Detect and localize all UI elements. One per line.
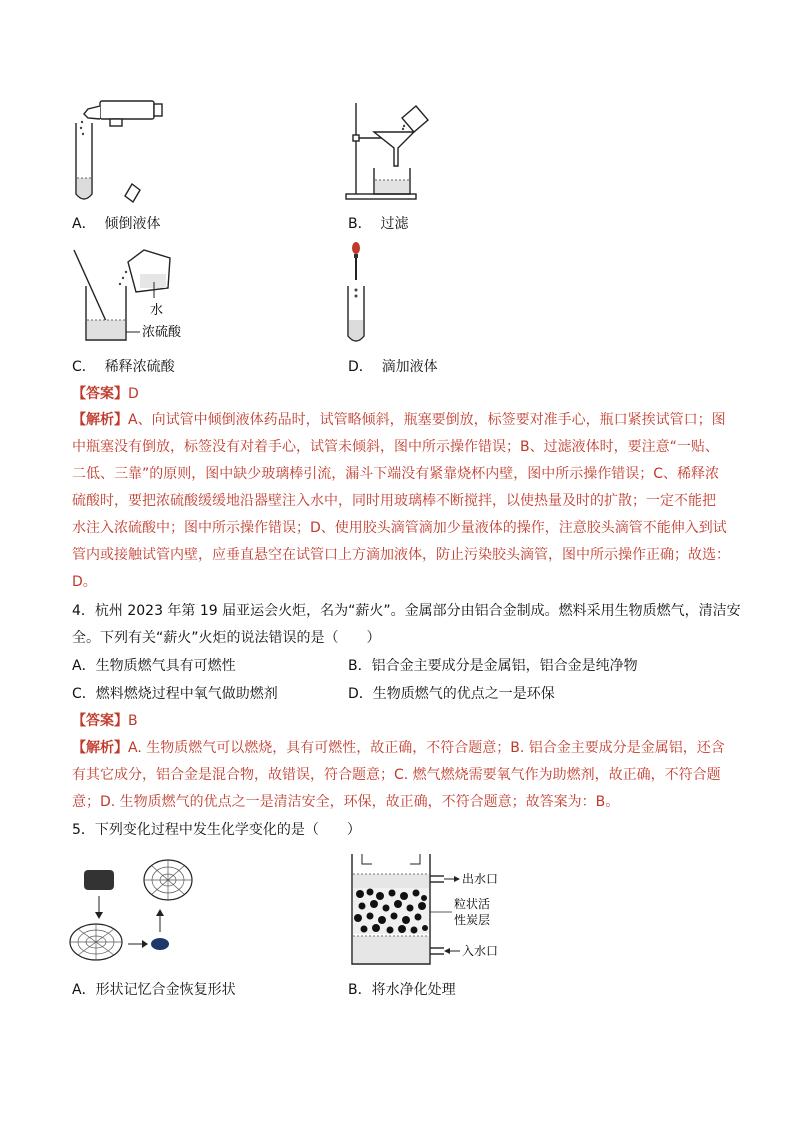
q3-analysis-line: 水注入浓硫酸中；图中所示操作错误；D、使用胶头滴管滴加少量液体的操作，注意胶头滴管不能伸入到试: [72, 520, 727, 536]
q4-option-a: A．生物质燃气具有可燃性: [72, 658, 236, 674]
q5-option-b: B．将水净化处理: [348, 982, 456, 998]
option-d: D． 滴加液体: [348, 359, 438, 375]
q4-answer: 【答案】B: [72, 713, 138, 729]
q3-analysis-line: 二低、三靠”的原则，图中缺少玻璃棒引流，漏斗下端没有紧靠烧杯内壁，图中所示操作错误；C、稀释浓: [72, 466, 720, 482]
q4-option-c: C．燃料燃烧过程中氧气做助燃剂: [72, 686, 278, 702]
option-a: A． 倾倒液体: [72, 216, 161, 232]
figure-dilute-acid: [70, 248, 190, 343]
option-b: B． 过滤: [348, 216, 409, 232]
label-outlet: 出水口: [462, 872, 499, 886]
label-water: 水: [150, 303, 164, 318]
figure-dropper: [338, 240, 378, 350]
figure-pouring-liquid: [70, 98, 170, 208]
figure-water-purifier: [348, 852, 518, 972]
q5-stem: 5．下列变化过程中发生化学变化的是（ ）: [72, 822, 361, 838]
q3-analysis-line: 管内或接触试管内壁，应垂直悬空在试管口上方滴加液体，防止污染胶头滴管，图中所示操作正确；故选：: [72, 547, 730, 563]
q4-option-b: B．铝合金主要成分是金属铝，铝合金是纯净物: [348, 658, 638, 674]
q4-option-d: D．生物质燃气的优点之一是环保: [348, 686, 555, 702]
label-carbon-layer-1: 粒状活: [454, 897, 491, 911]
figure-filtration: [346, 98, 446, 208]
q3-analysis-line: 【解析】A、向试管中倾倒液体药品时，试管略倾斜，瓶塞要倒放，标签要对准手心，瓶口紧挨试管口；图: [72, 412, 726, 428]
option-c: C． 稀释浓硫酸: [72, 359, 175, 375]
q4-analysis-line: 意；D. 生物质燃气的优点之一是清洁安全，环保，故正确，不符合题意；故答案为：B。: [72, 794, 620, 810]
label-carbon-layer-2: 性炭层: [454, 913, 491, 927]
q3-analysis-line: 中瓶塞没有倒放，标签没有对着手心，试管未倾斜，图中所示操作错误；B、过滤液体时，要注意“一贴、: [72, 439, 719, 455]
q4-analysis-line: 【解析】A. 生物质燃气可以燃烧，具有可燃性，故正确，不符合题意；B. 铝合金主要成分是金属铝，还含: [72, 740, 725, 756]
label-conc-acid: 浓硫酸: [142, 325, 182, 340]
q3-analysis-line: 硫酸时，要把浓硫酸缓缓地沿器壁注入水中，同时用玻璃棒不断搅拌，以使热量及时的扩散；一定不能把: [72, 493, 716, 509]
label-inlet: 入水口: [462, 944, 499, 958]
q4-stem: 4．杭州 2023 年第 19 届亚运会火炬，名为“薪火”。金属部分由铝合金制成。燃料采用生物质燃气，清洁安: [72, 603, 741, 619]
q4-stem: 全。下列有关“薪火”火炬的说法错误的是（ ）: [72, 630, 381, 646]
q3-answer: 【答案】D: [72, 386, 139, 402]
q4-analysis-line: 有其它成分，铝合金是混合物，故错误，符合题意；C. 燃气燃烧需要氧气作为助燃剂，故正确，不符合题: [72, 767, 721, 783]
q3-analysis-line: D。: [72, 574, 97, 590]
figure-shape-memory-alloy: [68, 856, 198, 971]
q5-option-a: A．形状记忆合金恢复形状: [72, 982, 236, 998]
